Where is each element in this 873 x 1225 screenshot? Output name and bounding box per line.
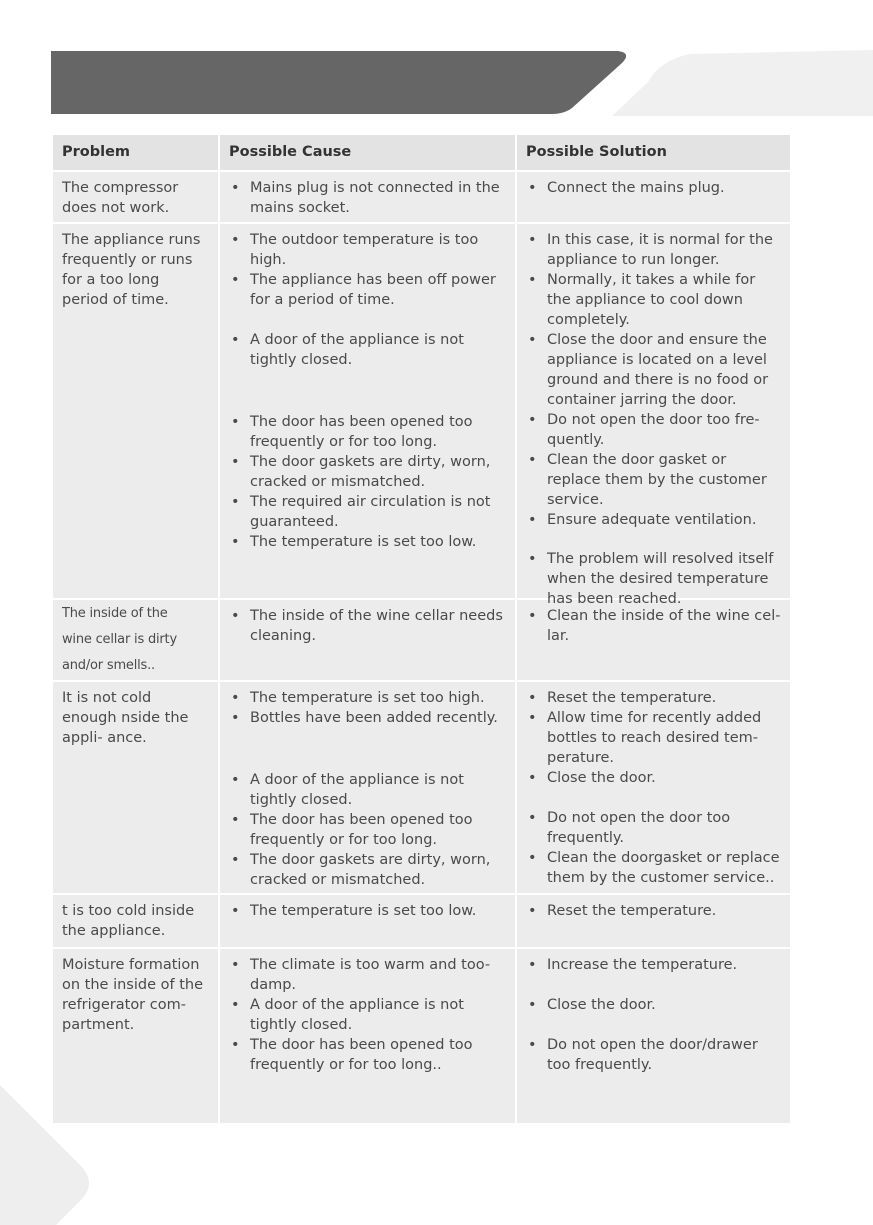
solution-item: • Reset the temperature. (526, 688, 782, 708)
row-problem: The inside of the wine cellar is dirty and/or smells.. (53, 600, 218, 680)
cause-item: • A door of the appliance is not tightly closed. (229, 330, 507, 370)
row-problem: t is too cold inside the appliance. (53, 895, 218, 947)
row-solutions (517, 224, 790, 607)
solution-item: • Do not open the door too frequently. (526, 808, 782, 848)
row-solutions (517, 949, 790, 1123)
solution-item: • Increase the temperature. (526, 955, 782, 975)
cause-item: • Bottles have been added recently. (229, 708, 507, 728)
row-causes (220, 224, 515, 598)
solution-item: • Close the door. (526, 768, 782, 788)
row-problem: Moisture formation on the inside of the refrigerator com- partment. (53, 949, 218, 1123)
cause-item: • A door of the appliance is not tightly closed. (229, 995, 507, 1035)
solution-item: • Allow time for recently added bottles to reach desired tem- perature. (526, 708, 782, 768)
row-causes (220, 895, 515, 947)
solution-item: • Clean the doorgasket or replace them by the customer service.. (526, 848, 782, 888)
solution-item: • Close the door. (526, 995, 782, 1015)
header-tab-light (612, 50, 873, 116)
solution-item: • Close the door and ensure the appliance is located on a level ground and there is no food or container jarring the door. (526, 330, 782, 410)
solution-item: • Connect the mains plug. (526, 178, 782, 198)
header-banner (0, 0, 873, 120)
cause-item: • The outdoor temperature is too high. (229, 230, 507, 270)
cause-item: • The required air circulation is not guaranteed. (229, 492, 507, 532)
solution-item: • Clean the door gasket or replace them by the customer service. (526, 450, 782, 510)
cause-item: • The climate is too warm and too- damp. (229, 955, 507, 995)
cause-item: • Mains plug is not connected in the mains socket. (229, 178, 507, 218)
row-problem: It is not cold enough nside the appli- ance. (53, 682, 218, 893)
solution-item: • The problem will resolved itself when the desired temperature has been reached. (526, 549, 782, 609)
row-causes (220, 172, 515, 222)
row-causes (220, 682, 515, 893)
cause-item: • The door has been opened too frequently or for too long. (229, 810, 507, 850)
row-solutions (517, 600, 790, 680)
header-solution: Possible Solution (517, 135, 790, 170)
cause-item: • The door has been opened too frequently or for too long. (229, 412, 507, 452)
solution-item: • Do not open the door too fre- quently. (526, 410, 782, 450)
row-causes (220, 600, 515, 680)
row-problem: The compressor does not work. (53, 172, 218, 222)
cause-item: • A door of the appliance is not tightly closed. (229, 770, 507, 810)
cause-item: • The appliance has been off power for a period of time. (229, 270, 507, 310)
header-cause: Possible Cause (220, 135, 515, 170)
row-solutions (517, 682, 790, 893)
solution-item: • Ensure adequate ventilation. (526, 510, 782, 530)
cause-item: • The door gaskets are dirty, worn, cracked or mismatched. (229, 452, 507, 492)
solution-item: • In this case, it is normal for the appliance to run longer. (526, 230, 782, 270)
header-problem: Problem (53, 135, 218, 170)
cause-item: • The door has been opened too frequently or for too long.. (229, 1035, 507, 1075)
row-solutions (517, 895, 790, 947)
solution-item: • Do not open the door/drawer too frequently. (526, 1035, 782, 1075)
solution-item: • Clean the inside of the wine cel- lar. (526, 606, 782, 646)
cause-item: • The temperature is set too low. (229, 532, 507, 552)
row-problem: The appliance runs frequently or runs for a too long period of time. (53, 224, 218, 598)
troubleshooting-table (53, 135, 790, 1115)
cause-item: • The temperature is set too low. (229, 901, 507, 921)
row-solutions (517, 172, 790, 222)
cause-item: • The inside of the wine cellar needs cleaning. (229, 606, 507, 646)
cause-item: • The door gaskets are dirty, worn, cracked or mismatched. (229, 850, 507, 890)
cause-item: • The temperature is set too high. (229, 688, 507, 708)
header-bar-dark (51, 51, 626, 114)
solution-item: • Normally, it takes a while for the appliance to cool down completely. (526, 270, 782, 330)
solution-item: • Reset the temperature. (526, 901, 782, 921)
row-causes (220, 949, 515, 1123)
